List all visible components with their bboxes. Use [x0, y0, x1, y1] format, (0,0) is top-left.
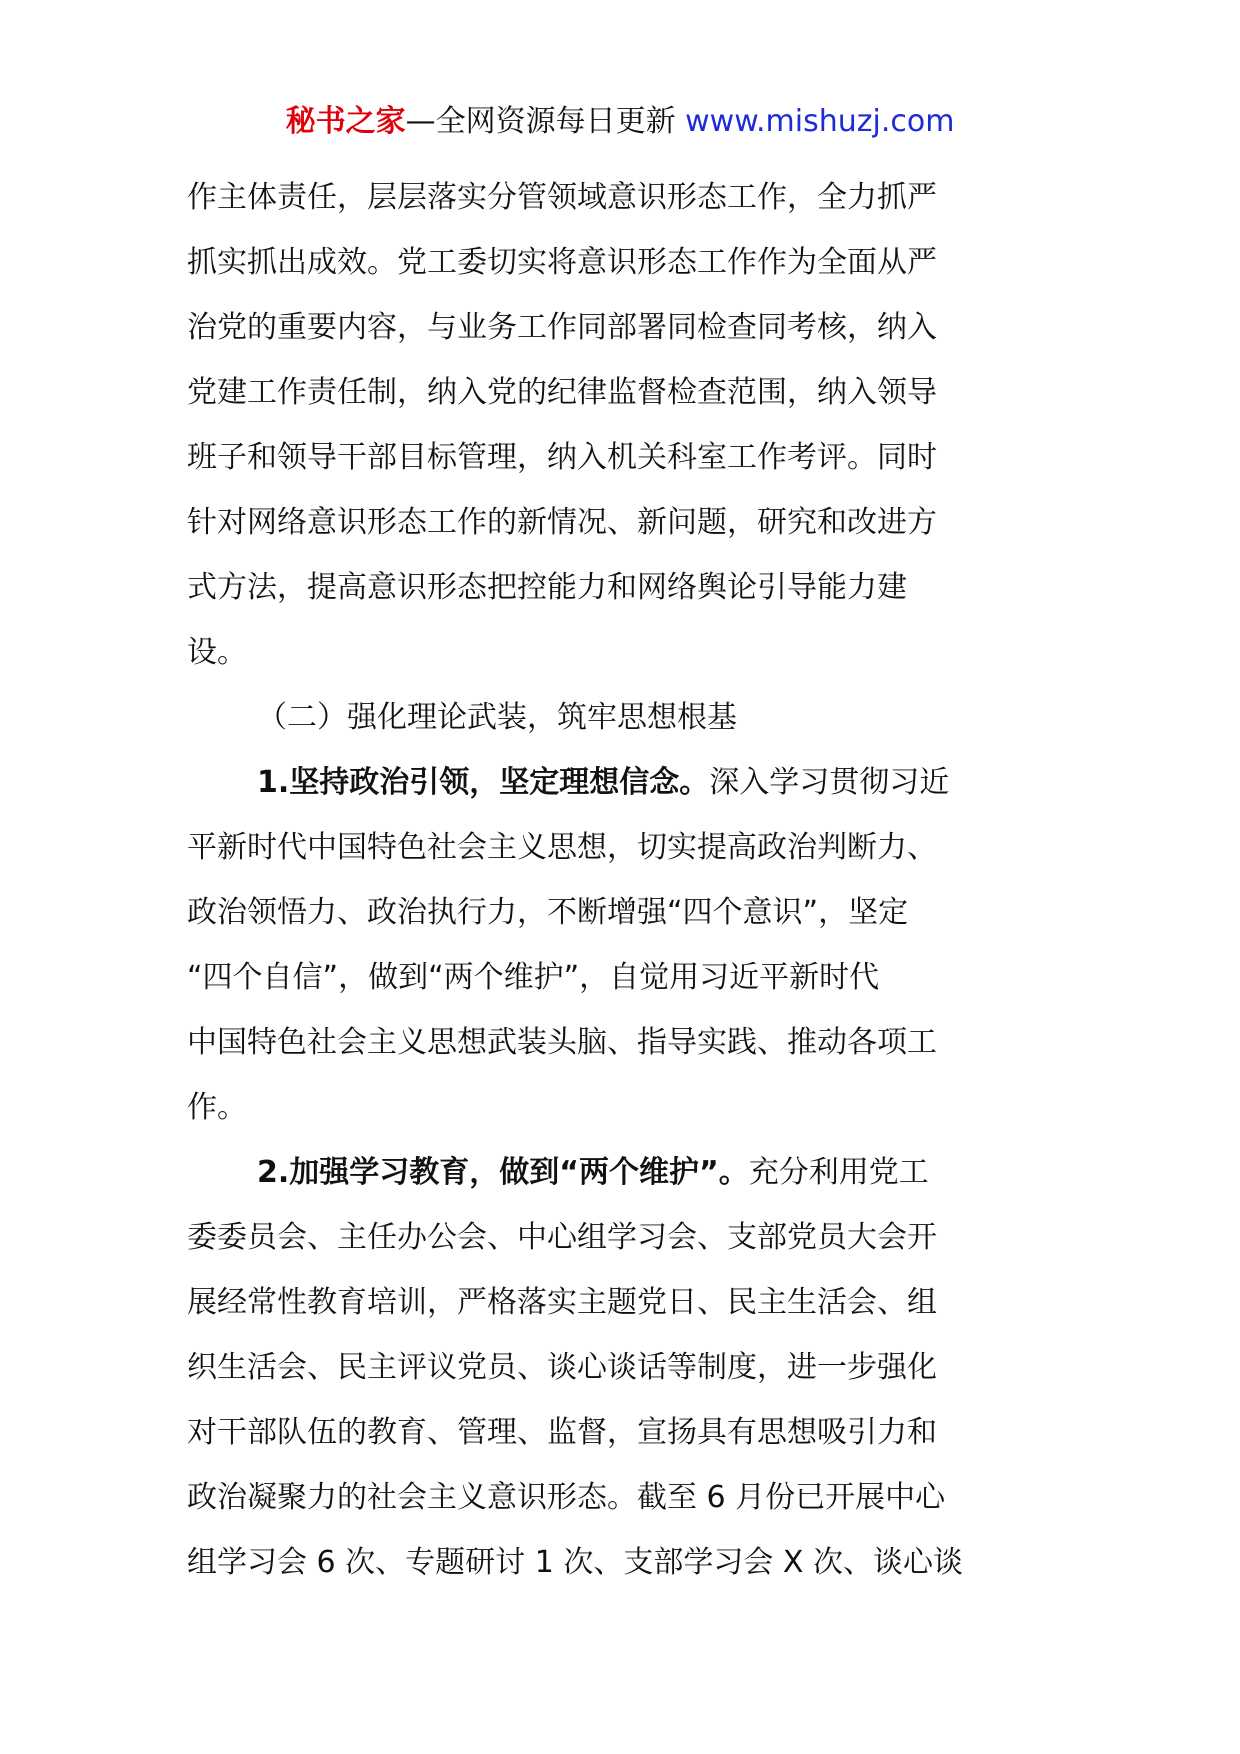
item-heading: 2.加强学习教育，做到“两个维护”。: [257, 1155, 749, 1190]
document-body: [187, 165, 1067, 1595]
text-line: 织生活会、民主评议党员、谈心谈话等制度，进一步强化: [187, 1350, 937, 1385]
text-line: 组学习会 6 次、专题研讨 1 次、支部学习会 X 次、谈心谈: [187, 1545, 963, 1580]
text-line: 作主体责任，层层落实分管领域意识形态工作，全力抓严: [187, 180, 937, 215]
paragraph-first-line: [187, 1140, 1067, 1205]
site-header: [0, 100, 1240, 144]
item-heading: 1.坚持政治引领，坚定理想信念。: [257, 765, 710, 800]
text-line: 委委员会、主任办公会、中心组学习会、支部党员大会开: [187, 1220, 937, 1255]
brand-name: 秘书之家: [285, 104, 406, 139]
header-tagline: —全网资源每日更新: [405, 104, 676, 139]
text-line: 政治领悟力、政治执行力，不断增强“四个意识”，坚定: [187, 895, 909, 930]
text-line: 针对网络意识形态工作的新情况、新问题，研究和改进方: [187, 505, 937, 540]
paragraph-first-line: [187, 750, 1067, 815]
text-line: 对干部队伍的教育、管理、监督，宣扬具有思想吸引力和: [187, 1415, 937, 1450]
text-line: 平新时代中国特色社会主义思想，切实提高政治判断力、: [187, 830, 937, 865]
text-run: 深入学习贯彻习近: [709, 765, 950, 800]
text-line: 中国特色社会主义思想武装头脑、指导实践、推动各项工: [187, 1025, 937, 1060]
text-line: 设。: [187, 635, 247, 670]
text-line: 治党的重要内容，与业务工作同部署同检查同考核，纳入: [187, 310, 937, 345]
text-line: 抓实抓出成效。党工委切实将意识形态工作作为全面从严: [187, 245, 937, 280]
text-line: “四个自信”，做到“两个维护”，自觉用习近平新时代: [187, 960, 880, 995]
text-line: 式方法，提高意识形态把控能力和网络舆论引导能力建: [187, 570, 907, 605]
text-run: 充分利用党工: [748, 1155, 929, 1190]
site-url-link[interactable]: www.mishuzj.com: [685, 104, 955, 139]
text-line: 展经常性教育培训，严格落实主题党日、民主生活会、组: [187, 1285, 937, 1320]
text-line: 党建工作责任制，纳入党的纪律监督检查范围，纳入领导: [187, 375, 937, 410]
text-line: 政治凝聚力的社会主义意识形态。截至 6 月份已开展中心: [187, 1480, 946, 1515]
text-line: 作。: [187, 1090, 247, 1125]
text-line: 班子和领导干部目标管理，纳入机关科室工作考评。同时: [187, 440, 937, 475]
section-heading: （二）强化理论武装，筑牢思想根基: [257, 700, 737, 735]
